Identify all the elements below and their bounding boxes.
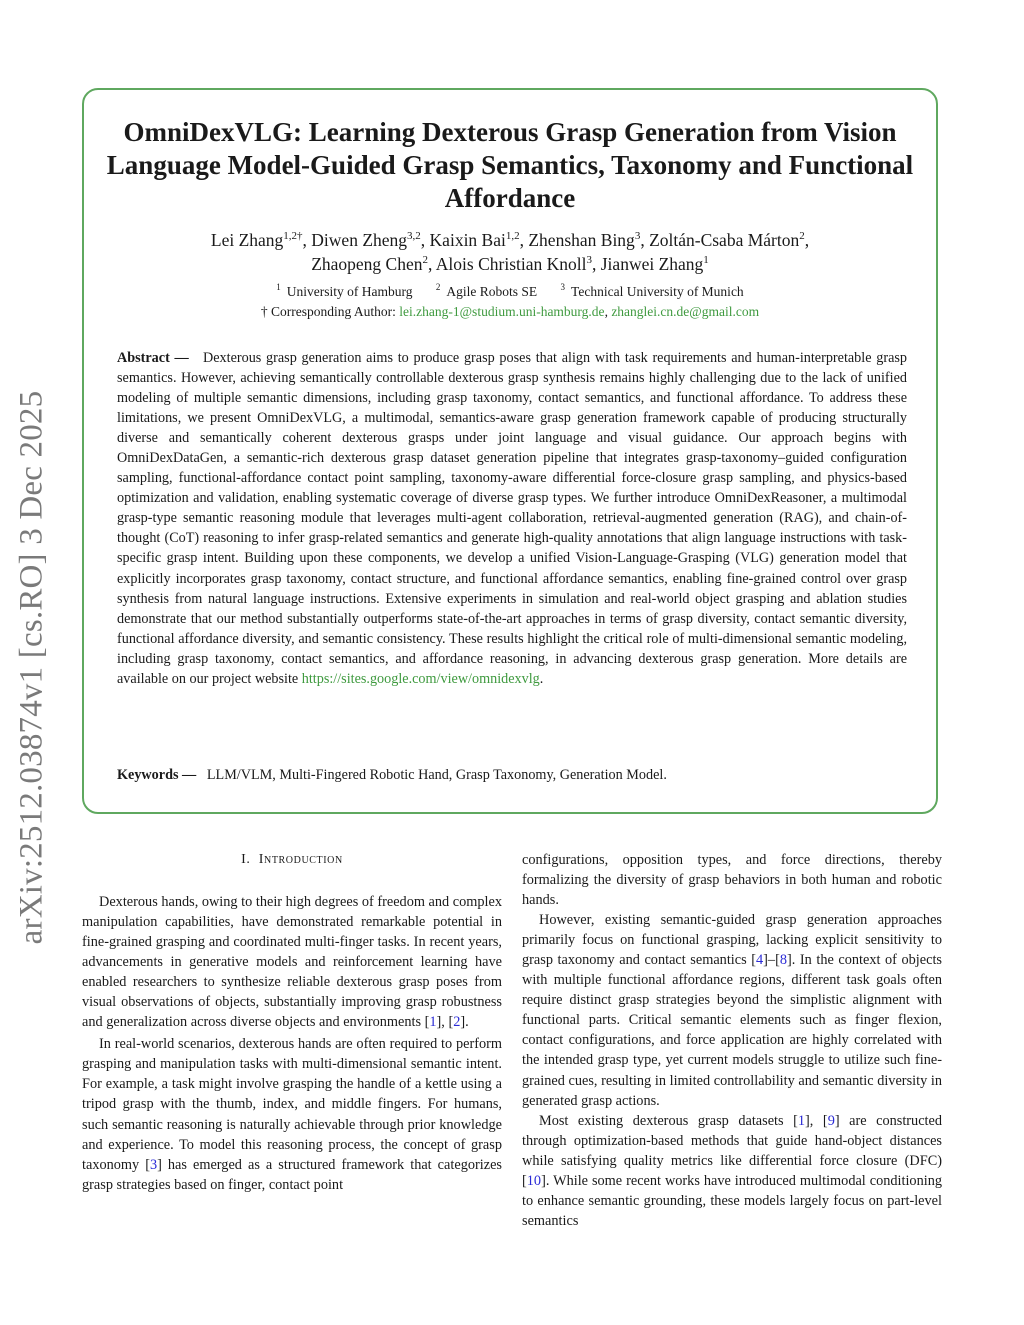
arxiv-identifier: [12, 380, 52, 955]
arxiv-identifier-text: arXiv:2512.03874v1 [cs.RO] 3 Dec 2025: [13, 390, 50, 945]
abstract-label: Abstract —: [117, 350, 189, 366]
keywords-label: Keywords —: [117, 767, 197, 783]
citation-link[interactable]: 3: [149, 1156, 158, 1173]
left-column: [82, 850, 502, 1195]
author: Zhenshan Bing$^3$,: [528, 230, 650, 250]
affiliation: $^2$ Agile Robots SE: [435, 282, 538, 299]
author: Alois Christian Knoll$^3$,: [435, 254, 601, 274]
author: Jianwei Zhang$^1$: [600, 254, 709, 274]
paragraph: configurations, opposition types, and force directions, thereby formalizing the diversity of grasp behaviors in both human and robotic hands.: [522, 852, 942, 909]
paragraph: Most existing dexterous grasp datasets [1], [9] are constructed through optimization-based methods that guide hand-object distances while satisfying quality metrics like differential force closure (DFC) [10]. While some recent works have introduced multimodal conditioning to enhance semantic grounding, these models largely focus on part-level semantics: [522, 1112, 943, 1229]
citation-link[interactable]: 4: [756, 952, 764, 969]
affiliation: $^3$ Technical University of Munich: [560, 282, 744, 299]
paragraph: Dexterous hands, owing to their high degrees of freedom and complex manipulation capabilities, have demonstrated remarkable potential in fine-grained grasping and coordinated multi-finger tasks. In recent years, advancements in generative models and reinforcement learning have enabled researchers to synthesize reliable dexterous grasp poses from visual observations of objects, substantially improving grasp robustness and generalization across diverse objects and environments [1], [2].: [82, 894, 502, 1031]
citation-link[interactable]: 1: [429, 1014, 437, 1031]
keywords-text: LLM/VLM, Multi-Fingered Robotic Hand, Grasp Taxonomy, Generation Model.: [206, 767, 667, 783]
citation-link[interactable]: 2: [453, 1014, 461, 1031]
email-link[interactable]: lei.zhang-1@studium.uni-hamburg.de: [399, 304, 605, 319]
citation-link[interactable]: 8: [779, 952, 787, 969]
author-list: [110, 228, 910, 276]
citation-link[interactable]: 1: [797, 1112, 806, 1129]
corresponding-author: † Corresponding Author: lei.zhang-1@studium.uni-hamburg.de, zhanglei.cn.de@gmail.com: [260, 304, 760, 319]
affiliations: [110, 278, 910, 301]
author: Lei Zhang$^{1,2\dagger}$,: [210, 230, 312, 250]
abstract: Abstract — Dexterous grasp generation aims to produce grasp poses that align with task requirements and human-interpretable grasp semantics. However, achieving semantically controllable dexterous grasp synthesis remains highly challenging due to the lack of unified modeling of multiple semantic dimensions, including grasp taxonomy, contact semantics, and functional affordance. To address these limitations, we present OmniDexVLG, a multimodal, semantics-aware grasp generation framework capable of producing structurally diverse and semantically coherent dexterous grasps under joint language and visual guidance. Our approach begins with OmniDexDataGen, a semantic-rich dexterous grasp dataset generation pipeline that integrates grasp-taxonomy–guided configuration sampling, functional-affordance contact point sampling, taxonomy-aware differential force-closure grasp sampling, and physics-based optimization and validation, enabling systematic coverage of diverse grasp types. We further introduce OmniDexReasoner, a multimodal grasp-type semantic reasoning module that leverages multi-agent collaboration, retrieval-augmented generation (RAG), and chain-of-thought (CoT) reasoning to infer grasp-related semantics and generate high-quality annotations that align language instructions with task-specific grasp intent. Building upon these components, we develop a unified Vision-Language-Grasping (VLG) generation model that explicitly incorporates grasp taxonomy, contact structure, and functional affordance semantics, enabling fine-grained control over grasp synthesis from natural language instructions. Extensive experiments in simulation and real-world object grasping and ablation studies demonstrate that our method substantially outperforms state-of-the-art approaches in terms of grasp diversity, contact semantic diversity, functional affordance diversity, and semantic consistency. These results highlight the critical role of multi-dimensional semantic modeling, including grasp taxonomy, contact semantics, and affordance reasoning, in advancing dexterous grasp generation. More details are available on our project website https://sites.google.com/view/omnidexvlg.: [117, 350, 908, 687]
email-link[interactable]: zhanglei.cn.de@gmail.com: [611, 304, 760, 319]
right-column: [522, 850, 942, 1231]
author: Diwen Zheng$^{3,2}$,: [311, 230, 430, 250]
project-link[interactable]: https://sites.google.com/view/omnidexvlg: [301, 670, 540, 687]
author: Kaixin Bai$^{1,2}$,: [429, 230, 529, 250]
author: Zoltán-Csaba Márton$^2$,: [649, 230, 810, 250]
paper-title: OmniDexVLG: Learning Dexterous Grasp Generation from Vision Language Model-Guided Grasp Semantics, Taxonomy and Functional Affordance: [106, 117, 914, 213]
affiliation: $^1$ University of Hamburg: [276, 282, 413, 299]
paragraph: In real-world scenarios, dexterous hands are often required to perform grasping and manipulation tasks with multi-dimensional semantic intent. For example, a task might involve grasping the handle of a kettle using a tripod grasp with the thumb, index, and middle fingers. For humans, such semantic reasoning is naturally achievable through prior knowledge and experience. To model this reasoning process, the concept of grasp taxonomy [3] has emerged as a structured framework that categorizes grasp strategies based on finger, contact point: [82, 1036, 502, 1193]
citation-link[interactable]: 10: [526, 1172, 542, 1189]
paragraph: However, existing semantic-guided grasp generation approaches primarily focus on functional grasping, lacking explicit sensitivity to grasp taxonomy and contact semantics [4]–[8]. In the context of objects with multiple functional affordance regions, different task goals often require distinct grasp strategies beyond the simplistic alignment with functional parts. Critical semantic elements such as finger flexion, contact configurations, and force application are highly correlated with the intended grasp type, yet current models struggle to utilize such fine-grained cues, resulting in limited controllability and semantic diversity in generated grasp actions.: [522, 912, 942, 1109]
keywords: [117, 765, 907, 785]
citation-link[interactable]: 9: [827, 1112, 835, 1129]
section-heading: I. Introduction: [241, 852, 343, 867]
author: Zhaopeng Chen$^2$,: [311, 254, 436, 274]
abstract-text: Dexterous grasp generation aims to produce grasp poses that align with task requirements and human-interpretable grasp semantics. However, achieving semantically controllable dexterous grasp synthesis remains highly challenging due to the lack of unified modeling of multiple semantic dimensions, including grasp taxonomy, contact semantics, and functional affordance. To address these limitations, we present OmniDexVLG, a multimodal, semantics-aware grasp generation framework capable of producing structurally diverse and semantically coherent dexterous grasps under joint language and visual guidance. Our approach begins with OmniDexDataGen, a semantic-rich dexterous grasp dataset generation pipeline that integrates grasp-taxonomy–guided configuration sampling, functional-affordance contact point sampling, taxonomy-aware differential force-closure grasp sampling, and physics-based optimization and validation, enabling systematic coverage of diverse grasp types. We further introduce OmniDexReasoner, a multimodal grasp-type semantic reasoning module that leverages multi-agent collaboration, retrieval-augmented generation (RAG), and chain-of-thought (CoT) reasoning to infer grasp-related semantics and generate high-quality annotations that align language instructions with task-specific grasp intent. Building upon these components, we develop a unified Vision-Language-Grasping (VLG) generation model that explicitly incorporates grasp taxonomy, contact structure, and functional affordance semantics, enabling fine-grained control over grasp synthesis from natural language instructions. Extensive experiments in simulation and real-world object grasping and ablation studies demonstrate that our method substantially outperforms state-of-the-art approaches in terms of grasp diversity, contact semantic diversity, functional affordance diversity, and semantic consistency. These results highlight the critical role of multi-dimensional semantic modeling, including grasp taxonomy, contact semantics, and affordance reasoning, in advancing dexterous grasp generation. More details are available on our project website: [117, 350, 908, 687]
